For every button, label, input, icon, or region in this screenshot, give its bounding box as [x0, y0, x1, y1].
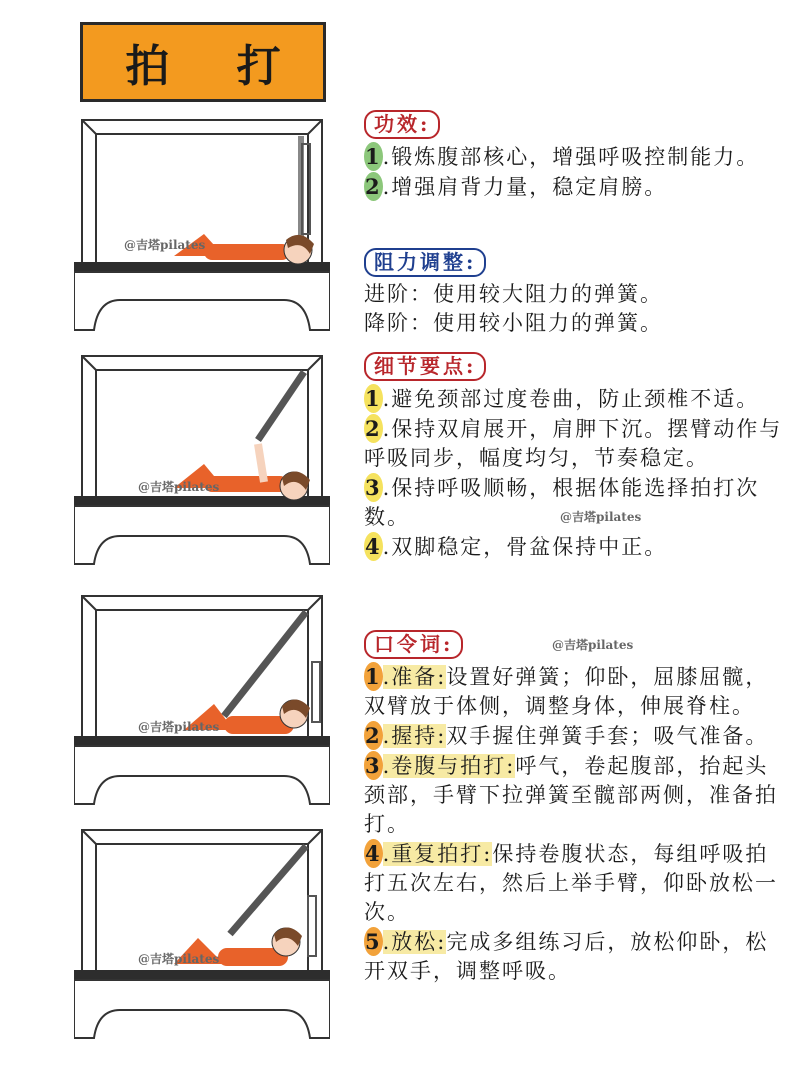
list-item — [364, 172, 784, 202]
item-number: 3 — [365, 753, 382, 778]
cues-section — [364, 630, 784, 986]
item-number: 2 — [365, 416, 382, 441]
item-number: 1 — [365, 386, 382, 411]
item-number: 2 — [365, 723, 382, 748]
advanced-text: 进阶：使用较大阻力的弹簧。 — [364, 282, 663, 306]
item-text: 完成多组练习后，放松仰卧，松开双手，调整呼吸。 — [364, 930, 769, 983]
watermark: @吉塔pilates — [138, 720, 220, 734]
list-item — [364, 927, 784, 986]
item-number: 3 — [365, 475, 382, 500]
list-item — [364, 384, 784, 414]
list-item — [364, 532, 784, 562]
item-text: .保持双肩展开，肩胛下沉。摆臂动作与呼吸同步，幅度均匀，节奏稳定。 — [364, 417, 783, 470]
illustration-1 — [74, 116, 330, 332]
item-number: 5 — [365, 929, 382, 954]
item-text: .锻炼腹部核心，增强呼吸控制能力。 — [382, 145, 760, 169]
item-key: .卷腹与拍打: — [382, 754, 516, 778]
resistance-heading: 阻力调整: — [364, 248, 486, 277]
item-text: .双脚稳定，骨盆保持中正。 — [382, 535, 668, 559]
details-section — [364, 352, 784, 562]
watermark: @吉塔pilates — [552, 638, 634, 652]
item-text: .增强肩背力量，稳定肩膀。 — [382, 175, 668, 199]
watermark: @吉塔pilates — [560, 510, 642, 524]
item-number: 1 — [365, 664, 382, 689]
item-number: 4 — [365, 534, 382, 559]
item-text: .避免颈部过度卷曲，防止颈椎不适。 — [382, 387, 760, 411]
resistance-section — [364, 248, 784, 338]
illustration-2 — [74, 352, 330, 568]
item-key: .准备: — [382, 665, 447, 689]
page-title: 拍 打 — [125, 41, 307, 92]
effects-section — [364, 110, 784, 202]
title-banner — [80, 22, 326, 102]
list-item — [364, 414, 784, 473]
item-number: 4 — [365, 841, 382, 866]
watermark: @吉塔pilates — [124, 238, 206, 252]
item-key: .放松: — [382, 930, 447, 954]
item-key: .重复拍打: — [382, 842, 493, 866]
watermark: @吉塔pilates — [138, 480, 220, 494]
list-item — [364, 751, 784, 839]
regressed-text: 降阶：使用较小阻力的弹簧。 — [364, 311, 663, 335]
list-item — [364, 142, 784, 172]
item-number: 1 — [365, 144, 382, 169]
cues-heading: 口令词: — [364, 630, 463, 659]
item-number: 2 — [365, 174, 382, 199]
effects-heading: 功效: — [364, 110, 440, 139]
item-text: 保持卷腹状态，每组呼吸拍打五次左右，然后上举手臂，仰卧放松一次。 — [364, 842, 778, 924]
illustration-3 — [74, 592, 330, 808]
watermark: @吉塔pilates — [138, 952, 220, 966]
list-item — [364, 662, 784, 721]
item-key: .握持: — [382, 724, 447, 748]
item-text: 设置好弹簧；仰卧，屈膝屈髋，双臂放于体侧，调整身体，伸展脊柱。 — [364, 665, 769, 718]
details-heading: 细节要点: — [364, 352, 486, 381]
list-item — [364, 839, 784, 927]
illustration-4 — [74, 826, 330, 1042]
item-text: 呼气，卷起腹部，抬起头颈部，手臂下拉弹簧至髋部两侧，准备拍打。 — [364, 754, 778, 836]
list-item — [364, 721, 784, 751]
item-text: .保持呼吸顺畅，根据体能选择拍打次数。 — [364, 476, 760, 529]
item-text: 双手握住弹簧手套；吸气准备。 — [446, 724, 769, 748]
